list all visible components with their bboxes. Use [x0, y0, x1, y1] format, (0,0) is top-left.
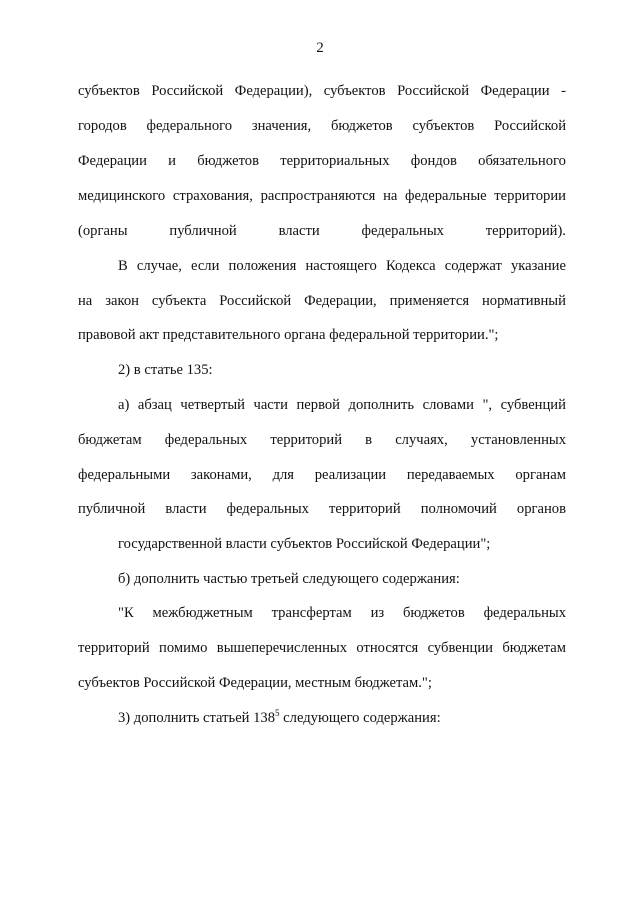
text-line: 2) в статье 135: [118, 362, 213, 378]
text-line [78, 429, 566, 451]
word: субвенций [500, 397, 566, 413]
word: субъектов [412, 118, 475, 134]
word: федеральные [405, 188, 487, 204]
word: медицинского [78, 188, 166, 204]
word: территорий [78, 640, 150, 656]
word: федеральных [164, 432, 248, 448]
word: бюджетам [78, 432, 142, 448]
word: фондов [410, 153, 457, 169]
word: Российской [494, 118, 566, 134]
word: публичной [169, 223, 237, 239]
word: если [190, 258, 220, 274]
word: субъектов [78, 83, 140, 99]
text-line [118, 602, 566, 624]
word: законами, [190, 467, 252, 483]
word: страхования, [172, 188, 253, 204]
word: в [365, 432, 373, 448]
word: случаях, [395, 432, 448, 448]
word: субвенции [427, 640, 493, 656]
word: а) [118, 397, 130, 413]
text-line [78, 220, 566, 242]
word: Кодекса [385, 258, 436, 274]
word: Федерации [78, 153, 147, 169]
word: органам [515, 467, 566, 483]
word: на [383, 188, 398, 204]
word: органов [516, 501, 566, 517]
word: вышеперечисленных [216, 640, 348, 656]
word: территорий [329, 501, 401, 517]
word: В [118, 258, 128, 274]
text-line: субъектов Российской Федерации, местным бюджетам."; [78, 675, 432, 691]
word: установленных [470, 432, 566, 448]
text-line [78, 150, 566, 172]
text-line: правовой акт представительного органа федеральной территории."; [78, 327, 499, 343]
word: настоящего [305, 258, 377, 274]
word: ", [482, 397, 493, 413]
word: и [168, 153, 176, 169]
word: федерального [146, 118, 233, 134]
word: передаваемых [406, 467, 495, 483]
word: Российской [397, 83, 470, 99]
word: территориальных [280, 153, 390, 169]
word: Федерации [480, 83, 550, 99]
superscript: 5 [275, 708, 280, 719]
word: межбюджетным [152, 605, 253, 621]
word: территорий [270, 432, 343, 448]
word: относятся [356, 640, 419, 656]
word: власти [278, 223, 320, 239]
word: для [272, 467, 294, 483]
word: территорий). [485, 223, 566, 239]
text-line [78, 464, 566, 486]
word: бюджетам [502, 640, 566, 656]
word: федеральных [361, 223, 444, 239]
word: закон [105, 293, 139, 309]
word: из [370, 605, 385, 621]
word: распространяются [260, 188, 376, 204]
text-line [78, 185, 566, 207]
word: дополнить [348, 397, 415, 413]
text-line [78, 80, 566, 102]
word: Российской [151, 83, 224, 99]
word: (органы [78, 223, 128, 239]
word: территории [494, 188, 566, 204]
text-line [118, 255, 566, 277]
word: власти [165, 501, 207, 517]
word: четвертый [180, 397, 245, 413]
word: на [78, 293, 93, 309]
word: Федерации, [304, 293, 377, 309]
page-number: 2 [316, 40, 324, 56]
word: содержат [444, 258, 502, 274]
word: федеральными [78, 467, 171, 483]
word: бюджетов [197, 153, 259, 169]
word: случае, [136, 258, 182, 274]
word: первой [296, 397, 340, 413]
word: реализации [314, 467, 387, 483]
word: - [561, 83, 566, 99]
word: "К [118, 605, 134, 621]
line-text: 3) дополнить статьей 138 [118, 710, 276, 726]
line-text: следующего содержания: [279, 710, 441, 726]
word: Российской [219, 293, 292, 309]
text-line [118, 707, 566, 729]
word: федеральных [226, 501, 309, 517]
word: помимо [159, 640, 208, 656]
word: словами [422, 397, 474, 413]
word: применяется [389, 293, 470, 309]
word: положения [228, 258, 297, 274]
word: абзац [137, 397, 172, 413]
word: бюджетов [330, 118, 393, 134]
text-line [78, 498, 566, 520]
word: части [253, 397, 288, 413]
word: обязательного [478, 153, 566, 169]
word: городов [78, 118, 127, 134]
word: трансфертам [271, 605, 352, 621]
text-line: государственной власти субъектов Российской Федерации"; [118, 536, 491, 552]
word: значения, [251, 118, 312, 134]
text-line [78, 637, 566, 659]
word: публичной [78, 501, 146, 517]
word: бюджетов [402, 605, 465, 621]
word: федеральных [483, 605, 566, 621]
word: указание [510, 258, 566, 274]
word: субъекта [151, 293, 207, 309]
text-line [78, 290, 566, 312]
text-line: б) дополнить частью третьей следующего содержания: [118, 571, 460, 587]
word: полномочий [420, 501, 497, 517]
text-line [78, 115, 566, 137]
word: Федерации), [234, 83, 313, 99]
word: нормативный [482, 293, 566, 309]
word: субъектов [323, 83, 386, 99]
text-line [118, 394, 566, 416]
